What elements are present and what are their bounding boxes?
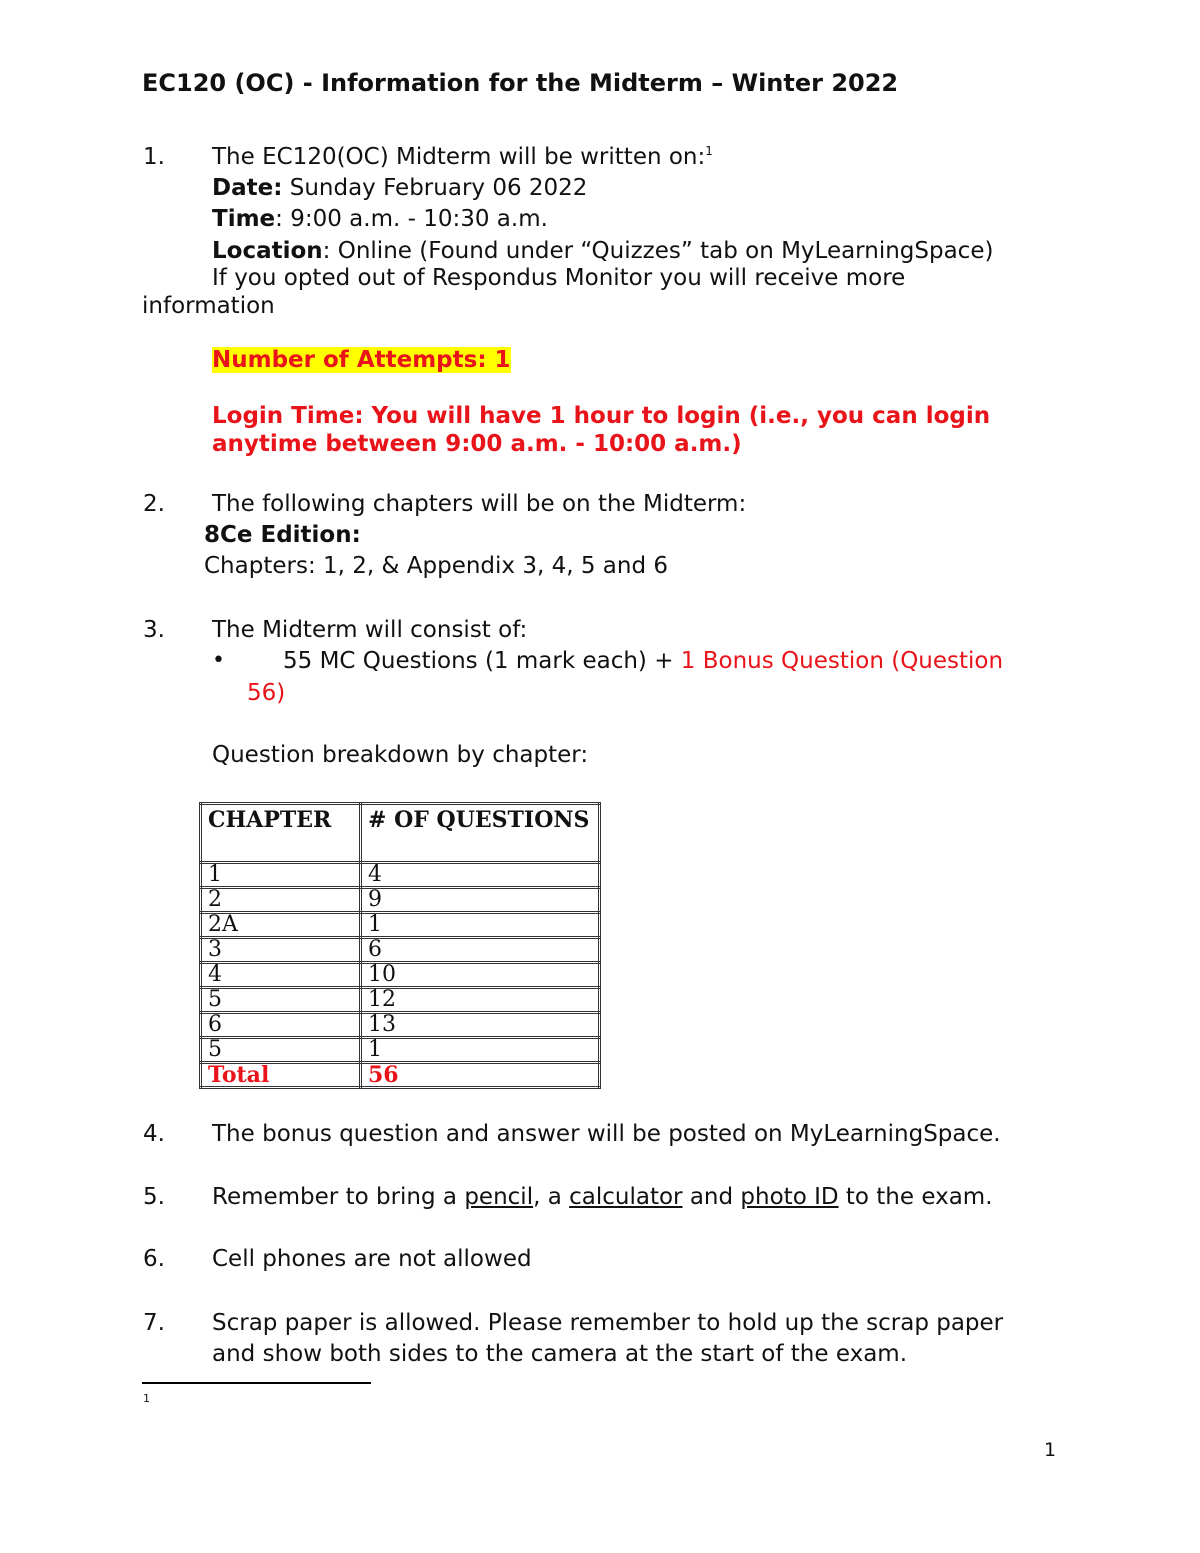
item-5-part-4: to the exam. bbox=[838, 1184, 993, 1210]
header-chapter: CHAPTER bbox=[201, 804, 361, 863]
mc-questions-line bbox=[283, 648, 1003, 674]
item-6-text: Cell phones are not allowed bbox=[212, 1246, 532, 1272]
attempts-highlight: Number of Attempts: 1 bbox=[212, 347, 511, 373]
page-number: 1 bbox=[1044, 1439, 1057, 1461]
questions-cell: 9 bbox=[361, 888, 600, 913]
table-row bbox=[201, 988, 600, 1013]
table-row bbox=[201, 888, 600, 913]
questions-cell: 4 bbox=[361, 863, 600, 888]
chapter-cell: 2 bbox=[201, 888, 361, 913]
bonus-question-text: 1 Bonus Question (Question bbox=[680, 648, 1004, 674]
questions-cell: 10 bbox=[361, 963, 600, 988]
item-4-number: 4. bbox=[143, 1121, 165, 1147]
footnote-ref: 1 bbox=[705, 144, 713, 158]
chapter-cell: 3 bbox=[201, 938, 361, 963]
edition-label: 8Ce Edition: bbox=[204, 522, 361, 548]
item-5-text bbox=[212, 1184, 993, 1210]
item-5-part-2: , a bbox=[533, 1184, 570, 1210]
exam-time bbox=[212, 206, 548, 232]
item-5-part-1: Remember to bring a bbox=[212, 1184, 465, 1210]
table-row bbox=[201, 1013, 600, 1038]
login-line-1: Login Time: You will have 1 hour to login (i.e., you can login bbox=[212, 403, 991, 429]
exam-date bbox=[212, 175, 587, 201]
optout-line-1: If you opted out of Respondus Monitor you will receive more bbox=[212, 265, 906, 291]
item-7-number: 7. bbox=[143, 1310, 165, 1336]
breakdown-label: Question breakdown by chapter: bbox=[212, 742, 589, 768]
item-3-text: The Midterm will consist of: bbox=[212, 617, 528, 643]
table-row bbox=[201, 963, 600, 988]
time-value: : 9:00 a.m. - 10:30 a.m. bbox=[275, 206, 548, 232]
table-row bbox=[201, 1038, 600, 1063]
login-line-2: anytime between 9:00 a.m. - 10:00 a.m.) bbox=[212, 431, 742, 457]
chapter-cell: 4 bbox=[201, 963, 361, 988]
header-questions-label: # OF QUESTIONS bbox=[368, 807, 590, 833]
calculator-word: calculator bbox=[569, 1184, 683, 1210]
time-label: Time bbox=[212, 206, 276, 232]
footnote-number: 1 bbox=[143, 1392, 150, 1405]
optout-line-2: information bbox=[142, 293, 275, 319]
item-1-label: The EC120(OC) Midterm will be written on: bbox=[212, 144, 706, 170]
item-5-number: 5. bbox=[143, 1184, 165, 1210]
mc-questions-text: 55 MC Questions (1 mark each) + bbox=[283, 648, 681, 674]
location-label: Location bbox=[212, 238, 323, 264]
table-row bbox=[201, 913, 600, 938]
item-4-text: The bonus question and answer will be posted on MyLearningSpace. bbox=[212, 1121, 1001, 1147]
total-label: Total bbox=[201, 1063, 361, 1088]
table-total-row bbox=[201, 1063, 600, 1088]
header-questions bbox=[361, 804, 600, 863]
item-6-number: 6. bbox=[143, 1246, 165, 1272]
pencil-word: pencil bbox=[464, 1184, 534, 1210]
chapter-cell: 6 bbox=[201, 1013, 361, 1038]
questions-cell: 1 bbox=[361, 913, 600, 938]
chapter-cell: 2A bbox=[201, 913, 361, 938]
bonus-question-line-2: 56) bbox=[247, 680, 286, 706]
item-7-line-1: Scrap paper is allowed. Please remember to hold up the scrap paper bbox=[212, 1310, 1004, 1336]
total-value: 56 bbox=[361, 1063, 600, 1088]
item-1-number: 1. bbox=[143, 144, 165, 170]
photo-id-word: photo ID bbox=[740, 1184, 839, 1210]
questions-cell: 6 bbox=[361, 938, 600, 963]
table-header-row bbox=[201, 804, 600, 863]
location-value: : Online (Found under “Quizzes” tab on MyLearningSpace) bbox=[322, 238, 994, 264]
attempts-notice bbox=[212, 347, 511, 373]
table-row bbox=[201, 863, 600, 888]
chapter-cell: 5 bbox=[201, 1038, 361, 1063]
bullet-icon: • bbox=[212, 648, 225, 673]
questions-cell: 12 bbox=[361, 988, 600, 1013]
item-3-number: 3. bbox=[143, 617, 165, 643]
item-1-text bbox=[212, 144, 713, 170]
page-title: EC120 (OC) - Information for the Midterm – Winter 2022 bbox=[142, 69, 899, 97]
footnote-separator bbox=[142, 1382, 371, 1384]
questions-cell: 13 bbox=[361, 1013, 600, 1038]
item-2-text: The following chapters will be on the Midterm: bbox=[212, 491, 747, 517]
item-5-part-3: and bbox=[682, 1184, 741, 1210]
questions-cell: 1 bbox=[361, 1038, 600, 1063]
exam-location bbox=[212, 238, 993, 264]
date-label: Date: bbox=[212, 175, 283, 201]
question-breakdown-table bbox=[199, 802, 601, 1089]
chapter-cell: 1 bbox=[201, 863, 361, 888]
item-7-line-2: and show both sides to the camera at the start of the exam. bbox=[212, 1341, 908, 1367]
table-row bbox=[201, 938, 600, 963]
item-2-number: 2. bbox=[143, 491, 165, 517]
chapters-list: Chapters: 1, 2, & Appendix 3, 4, 5 and 6 bbox=[204, 553, 668, 579]
date-value: Sunday February 06 2022 bbox=[289, 175, 588, 201]
chapter-cell: 5 bbox=[201, 988, 361, 1013]
